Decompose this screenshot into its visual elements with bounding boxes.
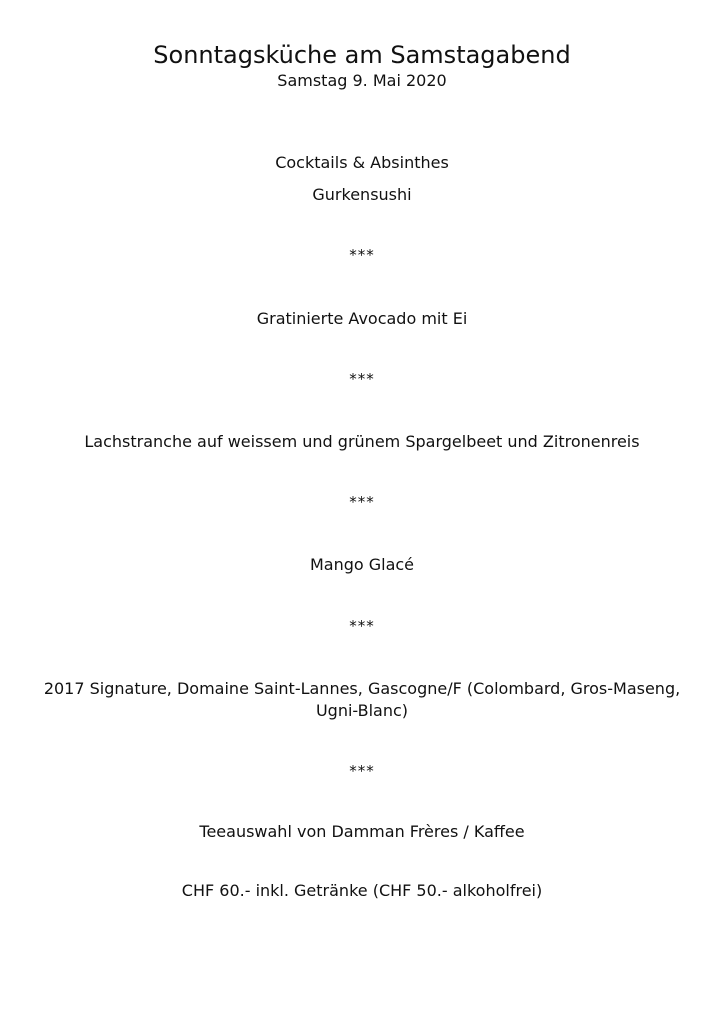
event-date: Samstag 9. Mai 2020	[277, 71, 447, 90]
course-separator: ***	[349, 370, 375, 388]
menu-item-main-course: Lachstranche auf weissem und grünem Spargelbeet und Zitronenreis	[84, 432, 640, 451]
course-separator: ***	[349, 246, 375, 264]
menu-item-tea-coffee: Teeauswahl von Damman Frères / Kaffee	[199, 822, 525, 841]
price-note: CHF 60.- inkl. Getränke (CHF 50.- alkoholfrei)	[181, 881, 543, 900]
menu-item-starter-snack: Gurkensushi	[312, 185, 412, 204]
course-separator: ***	[349, 762, 375, 780]
menu-item-wine: 2017 Signature, Domaine Saint-Lannes, Gascogne/F (Colombard, Gros-Maseng, Ugni-Blanc)	[43, 679, 681, 720]
course-separator: ***	[349, 617, 375, 635]
page-title: Sonntagsküche am Samstagabend	[153, 41, 571, 69]
menu-item-dessert: Mango Glacé	[309, 555, 415, 574]
menu-item-aperitif: Cocktails & Absinthes	[275, 153, 449, 172]
course-separator: ***	[349, 493, 375, 511]
menu-item-avocado: Gratinierte Avocado mit Ei	[256, 309, 468, 328]
